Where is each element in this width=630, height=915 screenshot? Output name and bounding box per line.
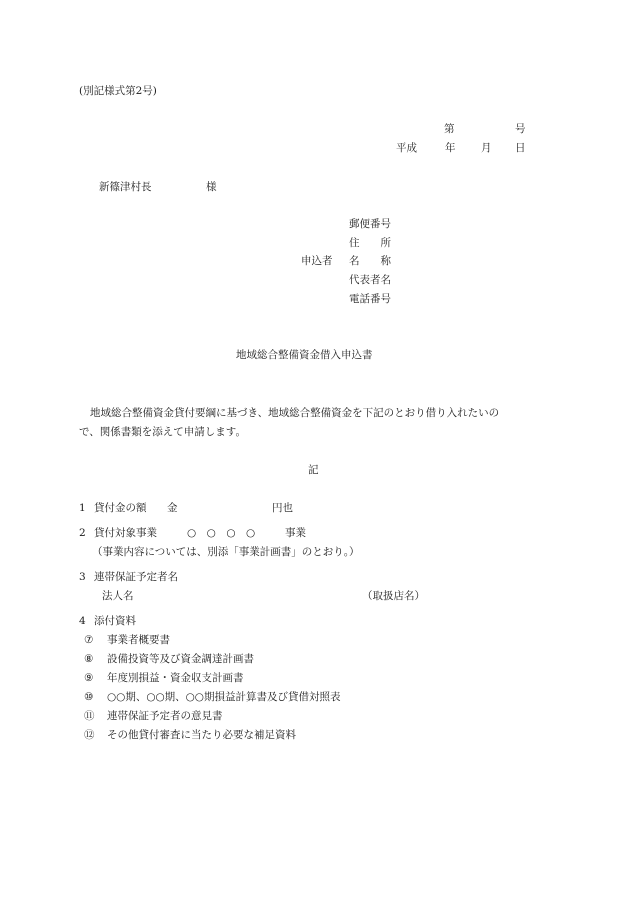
item4-number: 4	[79, 615, 86, 627]
attachment-mark: ⑧	[84, 653, 94, 665]
applicant-field-address: 住 所	[349, 237, 391, 249]
addressee-name: 新篠津村長	[99, 181, 152, 193]
body-line-1: 地域総合整備資金貸付要綱に基づき、地域総合整備資金を下記のとおり借り入れたいの	[90, 407, 500, 419]
attachment-mark: ⑫	[84, 729, 95, 741]
addressee-honorific: 様	[206, 181, 217, 193]
item1-kin: 金	[167, 502, 178, 514]
date-year: 年	[445, 142, 456, 154]
body-line-2: で、関係書類を添えて申請します。	[79, 426, 246, 438]
attachment-mark: ⑨	[84, 672, 94, 684]
item3-branch: （取扱店名）	[362, 590, 425, 602]
item3-label: 連帯保証予定者名	[94, 571, 178, 583]
doc-number-go: 号	[515, 123, 526, 135]
item1-label: 貸付金の額	[94, 502, 147, 514]
date-day: 日	[515, 142, 526, 154]
applicant-field-phone: 電話番号	[349, 293, 391, 305]
applicant-field-name: 名 称	[349, 255, 391, 267]
item2-label: 貸付対象事業	[94, 527, 157, 539]
attachment-text: 事業者概要書	[107, 634, 170, 646]
date-era: 平成	[396, 142, 417, 154]
attachment-text: その他貸付審査に当たり必要な補足資料	[107, 729, 296, 741]
attachment-mark: ⑩	[84, 691, 94, 703]
attachment-text: 設備投資等及び資金調達計画書	[107, 653, 254, 665]
item1-enya: 円也	[272, 502, 293, 514]
doc-number-dai: 第	[444, 123, 455, 135]
document-title: 地域総合整備資金借入申込書	[236, 349, 373, 361]
item2-number: 2	[79, 527, 86, 539]
attachment-mark: ⑦	[84, 634, 94, 646]
item2-note: （事業内容については、別添「事業計画書」のとおり。）	[92, 546, 360, 558]
applicant-label: 申込者	[301, 255, 333, 267]
form-label: (別記様式第2号)	[79, 85, 157, 97]
item1-number: 1	[79, 502, 86, 514]
item2-circles: ○ ○ ○ ○	[187, 527, 256, 539]
attachment-text: ○○期、○○期、○○期損益計算書及び貸借対照表	[107, 691, 341, 703]
date-month: 月	[481, 142, 492, 154]
ki-mark: 記	[308, 464, 319, 476]
item4-label: 添付資料	[94, 615, 136, 627]
applicant-field-representative: 代表者名	[349, 274, 391, 286]
attachment-text: 連帯保証予定者の意見書	[107, 710, 223, 722]
item3-corp: 法人名	[102, 590, 134, 602]
applicant-field-postal: 郵便番号	[349, 218, 391, 230]
item2-jigyo: 事業	[285, 527, 306, 539]
item3-number: 3	[79, 571, 86, 583]
attachment-mark: ⑪	[84, 710, 95, 722]
attachment-text: 年度別損益・資金収支計画書	[107, 672, 244, 684]
